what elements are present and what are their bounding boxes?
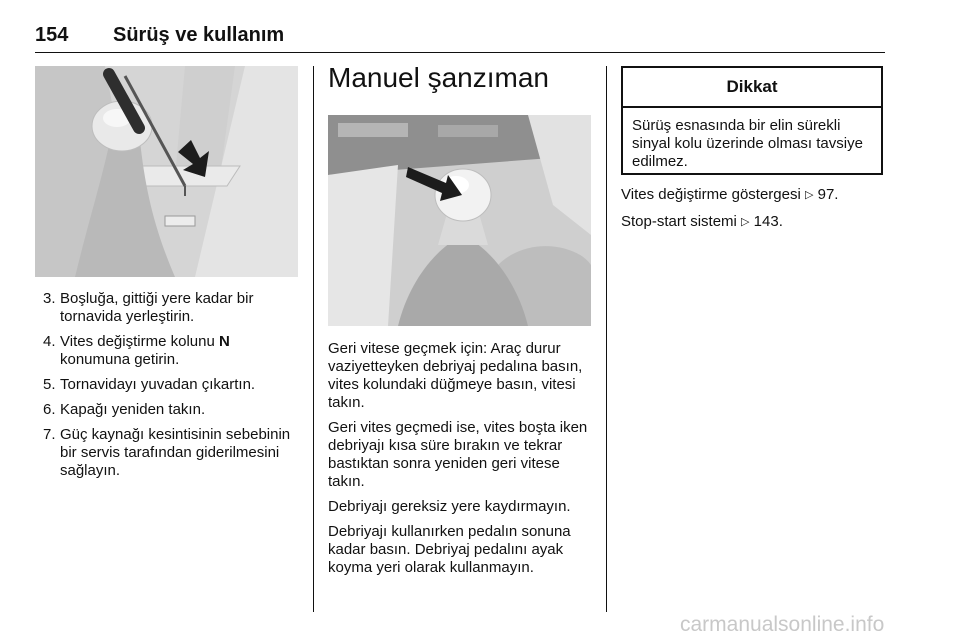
step-item: 5. Tornavidayı yuvadan çıkartın. [43,376,256,393]
manual-transmission-text [328,340,596,584]
section-title: Manuel şanzıman [328,62,550,93]
watermark: carmanualsonline.info [680,613,885,636]
page-link[interactable]: 143. [749,213,783,230]
cross-references [621,186,886,240]
column-divider-left [313,66,314,612]
gear-lever-figure [328,115,591,326]
paragraph: Debriyajı gereksiz yere kaydırmayın. [328,498,571,515]
page-link[interactable]: 97. [813,186,839,203]
triangle-right-outline-icon: ▷ [804,189,814,201]
reference-stop-start: Stop-start sistemi ▷ 143. [621,213,783,230]
column-divider-right [606,66,607,612]
step-item: 7. Güç kaynağı kesintisinin sebebinin bir servis tarafından giderilmesini sağlayın. [43,426,291,479]
step-item: 3. Boşluğa, gittiği yere kadar bir tornavida yerleştirin. [43,290,254,325]
caution-box [621,66,883,175]
chapter-title: Sürüş ve kullanım [113,24,285,46]
page-number: 154 [35,24,69,46]
caution-text: Sürüş esnasında bir elin sürekli sinyal kolu üzerinde olması tavsiye edilmez. [632,117,863,170]
step-item: 6. Kapağı yeniden takın. [43,401,206,418]
step-item: 4. Vites değiştirme kolunu N konumuna getirin. [43,333,230,368]
paragraph: Geri vites geçmedi ise, vites boşta iken debriyajı kısa süre bırakın ve tekrar bastıktan sonra yeniden geri vitese takın. [328,419,588,490]
procedure-steps [35,290,300,487]
screwdriver-figure [35,66,298,277]
gear-position-label: N [218,333,230,350]
triangle-right-outline-icon: ▷ [741,216,750,228]
paragraph: Geri vitese geçmek için: Araç durur vaziyetteyken debriyaj pedalına basın, vites kolundaki düğmeye basın, vitesi takın. [328,340,583,411]
reference-shift-indicator: Vites değiştirme göstergesi ▷ 97. [621,186,839,203]
header-divider [35,52,885,53]
page-header [35,24,885,52]
paragraph: Debriyajı kullanırken pedalın sonuna kadar basın. Debriyaj pedalını ayak koyma yeri olarak kullanmayın. [328,523,571,576]
caution-title: Dikkat [623,68,881,108]
